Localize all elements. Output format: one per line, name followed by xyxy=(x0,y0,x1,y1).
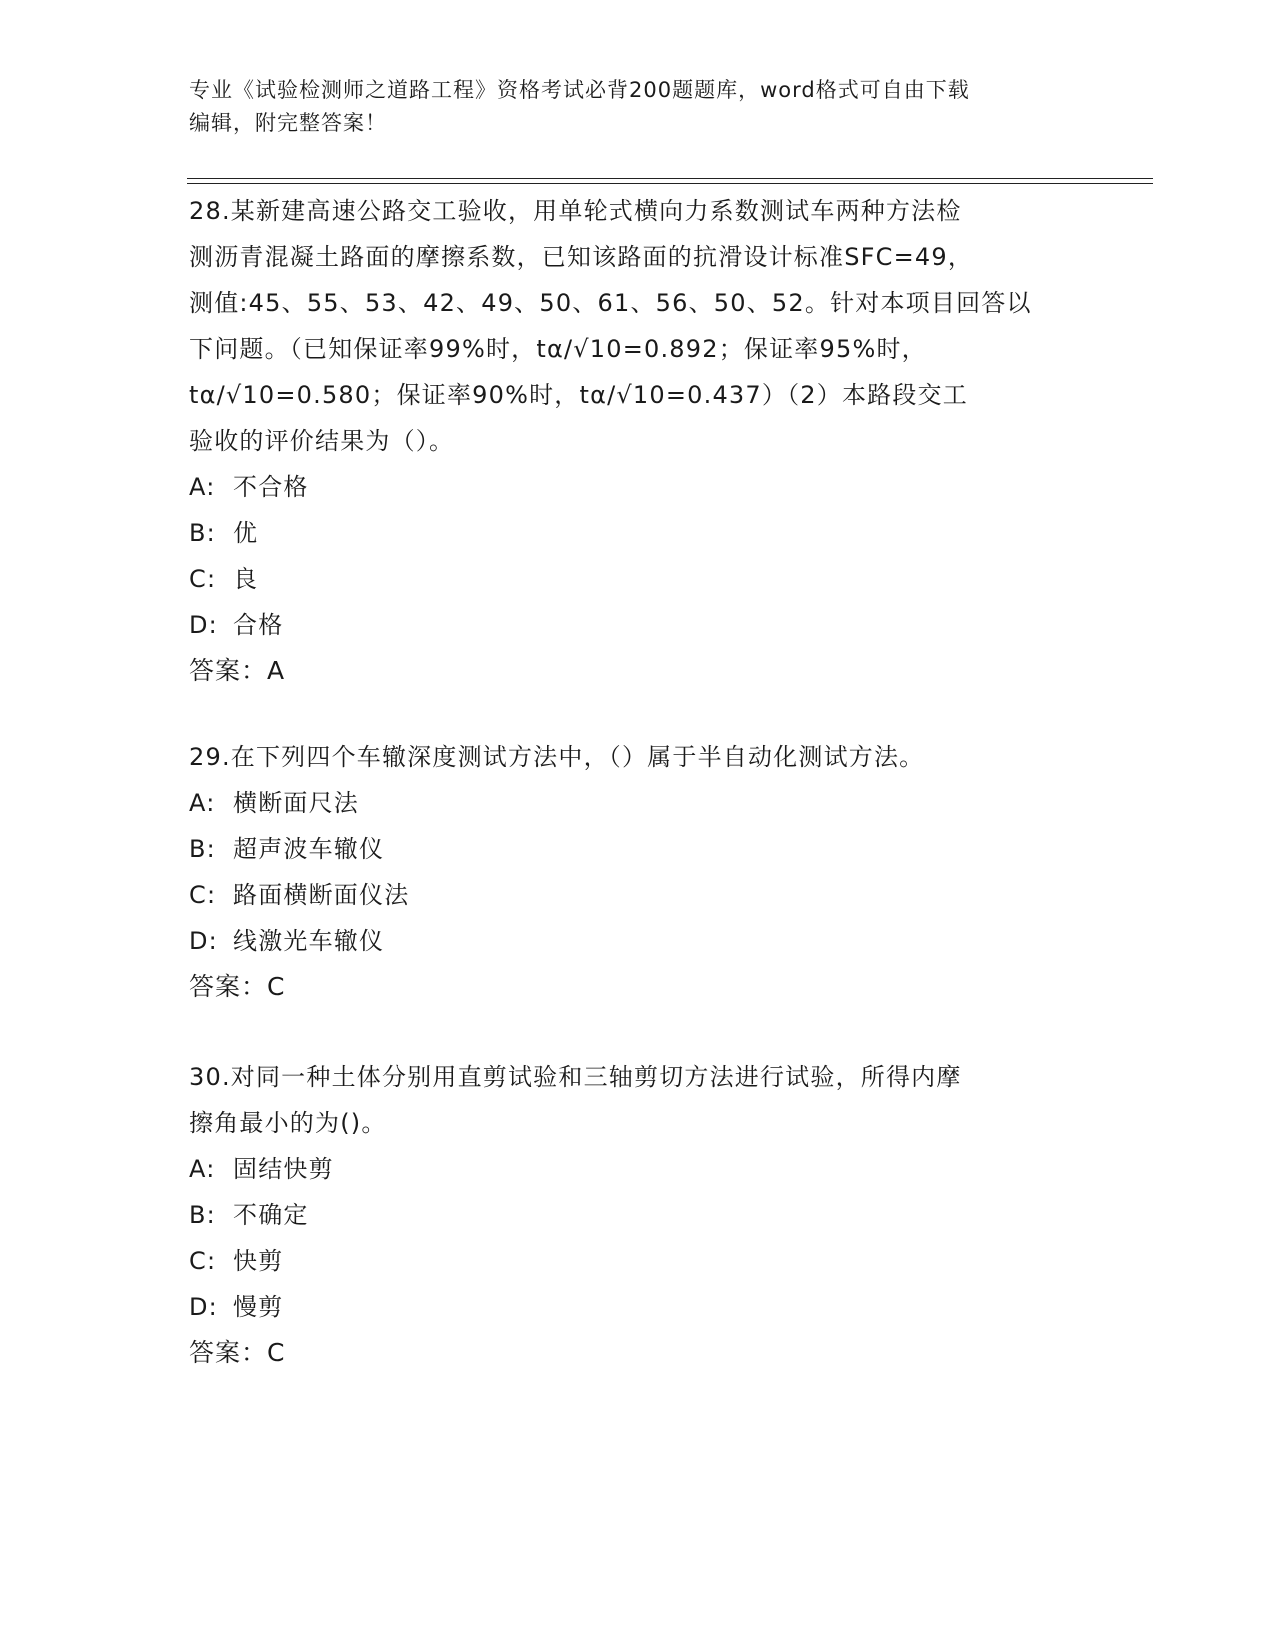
option-b xyxy=(189,1192,1089,1238)
option-a xyxy=(189,464,1089,510)
question-stem-line: 下问题。（已知保证率99%时，tα/√10=0.892；保证率95%时， xyxy=(189,335,927,363)
header-line-1: 专业《试验检测师之道路工程》资格考试必背200题题库，word格式可自由下载 xyxy=(189,78,970,102)
header-divider-top xyxy=(187,178,1153,179)
option-text: 不确定 xyxy=(233,1201,309,1229)
document-header xyxy=(189,74,1089,140)
option-key: C: xyxy=(189,1247,217,1275)
option-text: 横断面尺法 xyxy=(233,789,359,817)
header-line-2: 编辑，附完整答案！ xyxy=(189,111,387,135)
option-text: 优 xyxy=(233,519,259,547)
option-key: B: xyxy=(189,835,216,863)
question-stem-line: 擦角最小的为()。 xyxy=(189,1109,387,1137)
option-key: C: xyxy=(189,565,217,593)
option-a xyxy=(189,780,1089,826)
question-stem-line: 验收的评价结果为（）。 xyxy=(189,427,455,455)
option-text: 良 xyxy=(233,565,259,593)
answer-line: 答案：A xyxy=(189,656,286,685)
option-text: 慢剪 xyxy=(233,1293,284,1321)
question-stem-line: 测值:45、55、53、42、49、50、61、56、50、52。针对本项目回答以 xyxy=(189,289,1032,317)
option-key: D: xyxy=(189,611,218,639)
option-key: B: xyxy=(189,519,216,547)
option-c xyxy=(189,872,1089,918)
option-text: 超声波车辙仪 xyxy=(233,835,385,863)
option-text: 路面横断面仪法 xyxy=(233,881,410,909)
option-key: A: xyxy=(189,789,216,817)
option-key: A: xyxy=(189,473,216,501)
header-divider-bottom xyxy=(187,183,1153,184)
option-b xyxy=(189,510,1089,556)
option-d xyxy=(189,1284,1089,1330)
option-key: C: xyxy=(189,881,217,909)
answer-line: 答案：C xyxy=(189,972,286,1001)
question-stem-line: 29.在下列四个车辙深度测试方法中，（）属于半自动化测试方法。 xyxy=(189,743,925,771)
option-key: D: xyxy=(189,927,218,955)
option-c xyxy=(189,556,1089,602)
option-b xyxy=(189,826,1089,872)
option-text: 快剪 xyxy=(233,1247,284,1275)
option-key: A: xyxy=(189,1155,216,1183)
question-stem-line: 测沥青混凝土路面的摩擦系数，已知该路面的抗滑设计标准SFC=49， xyxy=(189,243,974,271)
option-c xyxy=(189,1238,1089,1284)
option-d xyxy=(189,602,1089,648)
option-text: 不合格 xyxy=(233,473,309,501)
question-stem-line: 28.某新建高速公路交工验收，用单轮式横向力系数测试车两种方法检 xyxy=(189,197,962,225)
question-28 xyxy=(189,188,1089,694)
question-29 xyxy=(189,734,1089,1010)
question-stem-line: 30.对同一种土体分别用直剪试验和三轴剪切方法进行试验，所得内摩 xyxy=(189,1063,962,1091)
option-key: B: xyxy=(189,1201,216,1229)
question-30 xyxy=(189,1054,1089,1376)
option-text: 合格 xyxy=(233,611,284,639)
answer-line: 答案：C xyxy=(189,1338,286,1367)
option-key: D: xyxy=(189,1293,218,1321)
option-text: 线激光车辙仪 xyxy=(233,927,385,955)
option-d xyxy=(189,918,1089,964)
option-text: 固结快剪 xyxy=(233,1155,334,1183)
option-a xyxy=(189,1146,1089,1192)
question-stem-line: tα/√10=0.580；保证率90%时，tα/√10=0.437）（2）本路段交工 xyxy=(189,381,968,409)
